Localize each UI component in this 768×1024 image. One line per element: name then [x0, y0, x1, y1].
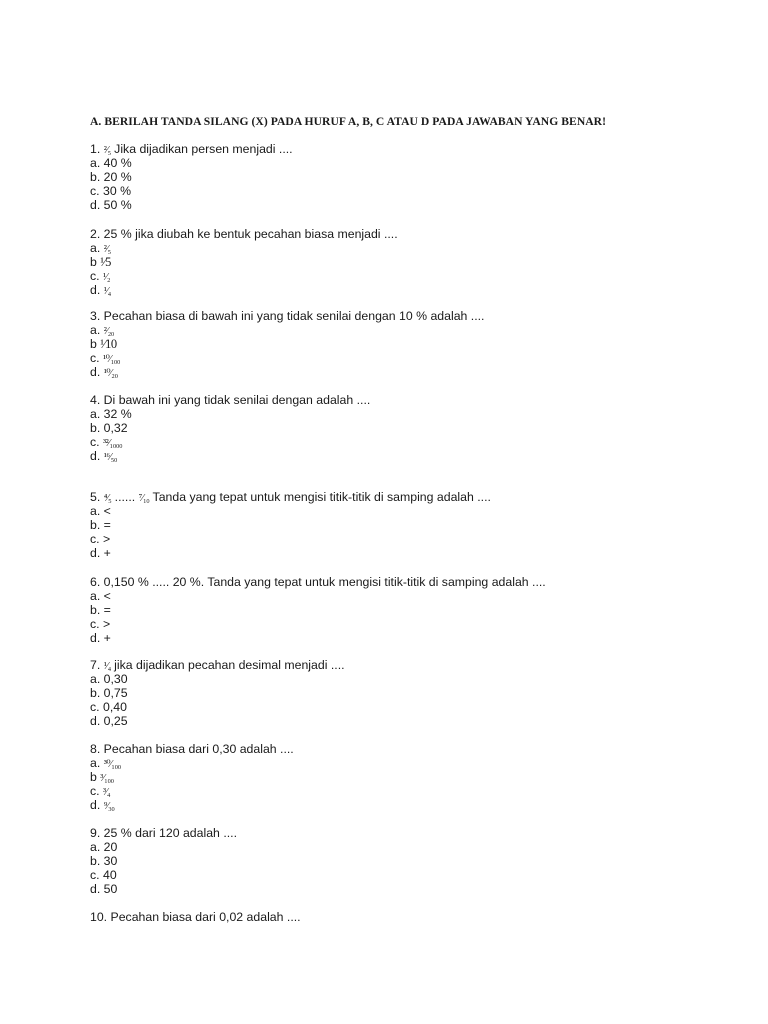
- answer-option: [90, 869, 237, 883]
- section-heading: A. BERILAH TANDA SILANG (X) PADA HURUF A, B, C ATAU D PADA JAWABAN YANG BENAR!: [90, 115, 606, 128]
- question-5: [90, 491, 491, 560]
- text-run: c.: [90, 268, 103, 283]
- fraction: ³²⁄₁₀₀₀: [102, 437, 123, 449]
- question-text: [90, 491, 491, 505]
- text-run: c.: [90, 350, 103, 365]
- text-run: 8. Pecahan biasa dari 0,30 adalah ....: [90, 742, 294, 756]
- question-text: [90, 743, 294, 757]
- fraction: ²⁄₂₀: [103, 325, 114, 337]
- answer-option: [90, 883, 237, 897]
- text-run: 1.: [90, 142, 104, 156]
- question-text: [90, 827, 237, 841]
- text-run: c. >: [90, 616, 111, 631]
- fraction: ⁷⁄₁₀: [138, 493, 150, 504]
- answer-option: [90, 270, 398, 284]
- text-run: b. =: [90, 517, 111, 532]
- answer-option: [90, 547, 491, 561]
- answer-option: [90, 799, 294, 813]
- text-run: c. 30 %: [90, 183, 132, 198]
- fraction: ³⁄₁₀₀: [100, 772, 114, 784]
- question-text: [90, 911, 301, 925]
- question-2: [90, 228, 398, 297]
- text-run: a. <: [90, 503, 111, 518]
- answer-option: [90, 366, 484, 380]
- text-run: d.: [90, 364, 104, 379]
- question-text: [90, 659, 345, 673]
- answer-option: [90, 450, 370, 464]
- text-run: a.: [90, 322, 104, 337]
- fraction: ¹⁰⁄₂₀: [103, 367, 118, 379]
- text-run: a.: [90, 240, 104, 255]
- fraction: ²⁄₅: [103, 243, 111, 255]
- answer-option: [90, 352, 484, 366]
- text-run: 5.: [90, 490, 104, 504]
- fraction: ²⁄₅: [103, 145, 111, 156]
- answer-option: [90, 256, 398, 270]
- answer-option: [90, 590, 546, 604]
- text-run: b. 20 %: [90, 169, 132, 184]
- text-run: a. <: [90, 588, 111, 603]
- question-10: [90, 911, 301, 925]
- question-text: [90, 228, 398, 242]
- text-run: b. =: [90, 602, 111, 617]
- text-run: b: [90, 254, 101, 269]
- answer-option: [90, 422, 370, 436]
- answer-option: [90, 855, 237, 869]
- answer-option: [90, 157, 293, 171]
- question-8: [90, 743, 294, 812]
- answer-option: [90, 185, 293, 199]
- text-run: 2. 25 % jika diubah ke bentuk pecahan biasa menjadi ....: [90, 227, 398, 241]
- answer-option: [90, 519, 491, 533]
- text-run: d.: [90, 797, 104, 812]
- answer-option: [90, 687, 345, 701]
- fraction: ¹⁶⁄₅₀: [103, 451, 118, 463]
- answer-option: [90, 324, 484, 338]
- fraction: ⁴⁄₅: [103, 493, 112, 504]
- text-run: c. 40: [90, 867, 117, 882]
- question-text: [90, 576, 546, 590]
- answer-option: [90, 673, 345, 687]
- question-1: [90, 143, 293, 212]
- text-run: Tanda yang tepat untuk mengisi titik-titik di samping adalah ....: [149, 490, 491, 504]
- text-run: 7.: [90, 658, 104, 672]
- question-6: [90, 576, 546, 645]
- answer-option: [90, 505, 491, 519]
- fraction: ³⁄₄: [102, 786, 111, 798]
- text-run: a. 32 %: [90, 406, 132, 421]
- text-run: Jika dijadikan persen menjadi ....: [110, 142, 293, 156]
- fraction: ¹⁄₂: [102, 271, 111, 283]
- answer-option: [90, 171, 293, 185]
- text-run: 10. Pecahan biasa dari 0,02 adalah ....: [90, 910, 301, 924]
- question-text: [90, 143, 293, 157]
- text-run: b. 30: [90, 853, 118, 868]
- text-run: d. +: [90, 545, 111, 560]
- fraction: ¹⁄5: [100, 254, 111, 269]
- text-run: ......: [111, 490, 139, 504]
- text-run: b: [90, 336, 101, 351]
- text-run: a. 40 %: [90, 155, 132, 170]
- text-run: b: [90, 769, 101, 784]
- text-run: d. 0,25: [90, 713, 128, 728]
- fraction: ¹⁄₄: [103, 285, 111, 297]
- question-text: [90, 310, 484, 324]
- text-run: 6. 0,150 % ..... 20 %. Tanda yang tepat untuk mengisi titik-titik di samping adalah ....: [90, 575, 546, 589]
- answer-option: [90, 338, 484, 352]
- text-run: b. 0,32: [90, 420, 128, 435]
- question-3: [90, 310, 484, 379]
- fraction: ¹⁄₄: [103, 661, 111, 672]
- answer-option: [90, 785, 294, 799]
- text-run: a. 20: [90, 839, 118, 854]
- text-run: d. 50 %: [90, 197, 132, 212]
- text-run: d. 50: [90, 881, 118, 896]
- question-4: [90, 394, 370, 463]
- answer-option: [90, 841, 237, 855]
- text-run: a. 0,30: [90, 671, 128, 686]
- fraction: ⁹⁄₃₀: [103, 800, 115, 812]
- answer-option: [90, 715, 345, 729]
- fraction: ³⁰⁄₁₀₀: [103, 758, 121, 770]
- text-run: b. 0,75: [90, 685, 128, 700]
- answer-option: [90, 408, 370, 422]
- text-run: d.: [90, 282, 104, 297]
- question-7: [90, 659, 345, 728]
- text-run: a.: [90, 755, 104, 770]
- text-run: c.: [90, 783, 103, 798]
- answer-option: [90, 771, 294, 785]
- text-run: c. 0,40: [90, 699, 127, 714]
- answer-option: [90, 533, 491, 547]
- answer-option: [90, 757, 294, 771]
- fraction: ¹⁄10: [100, 336, 117, 351]
- text-run: d. +: [90, 630, 111, 645]
- text-run: c.: [90, 434, 103, 449]
- text-run: 4. Di bawah ini yang tidak senilai dengan adalah ....: [90, 393, 371, 407]
- text-run: 9. 25 % dari 120 adalah ....: [90, 826, 237, 840]
- question-text: [90, 394, 370, 408]
- answer-option: [90, 604, 546, 618]
- text-run: 3. Pecahan biasa di bawah ini yang tidak senilai dengan 10 % adalah ....: [90, 309, 485, 323]
- answer-option: [90, 436, 370, 450]
- answer-option: [90, 632, 546, 646]
- question-9: [90, 827, 237, 896]
- answer-option: [90, 284, 398, 298]
- answer-option: [90, 199, 293, 213]
- answer-option: [90, 701, 345, 715]
- text-run: jika dijadikan pecahan desimal menjadi ....: [110, 658, 345, 672]
- text-run: c. >: [90, 531, 111, 546]
- answer-option: [90, 618, 546, 632]
- fraction: ¹⁰⁄₁₀₀: [102, 353, 121, 365]
- answer-option: [90, 242, 398, 256]
- text-run: d.: [90, 448, 104, 463]
